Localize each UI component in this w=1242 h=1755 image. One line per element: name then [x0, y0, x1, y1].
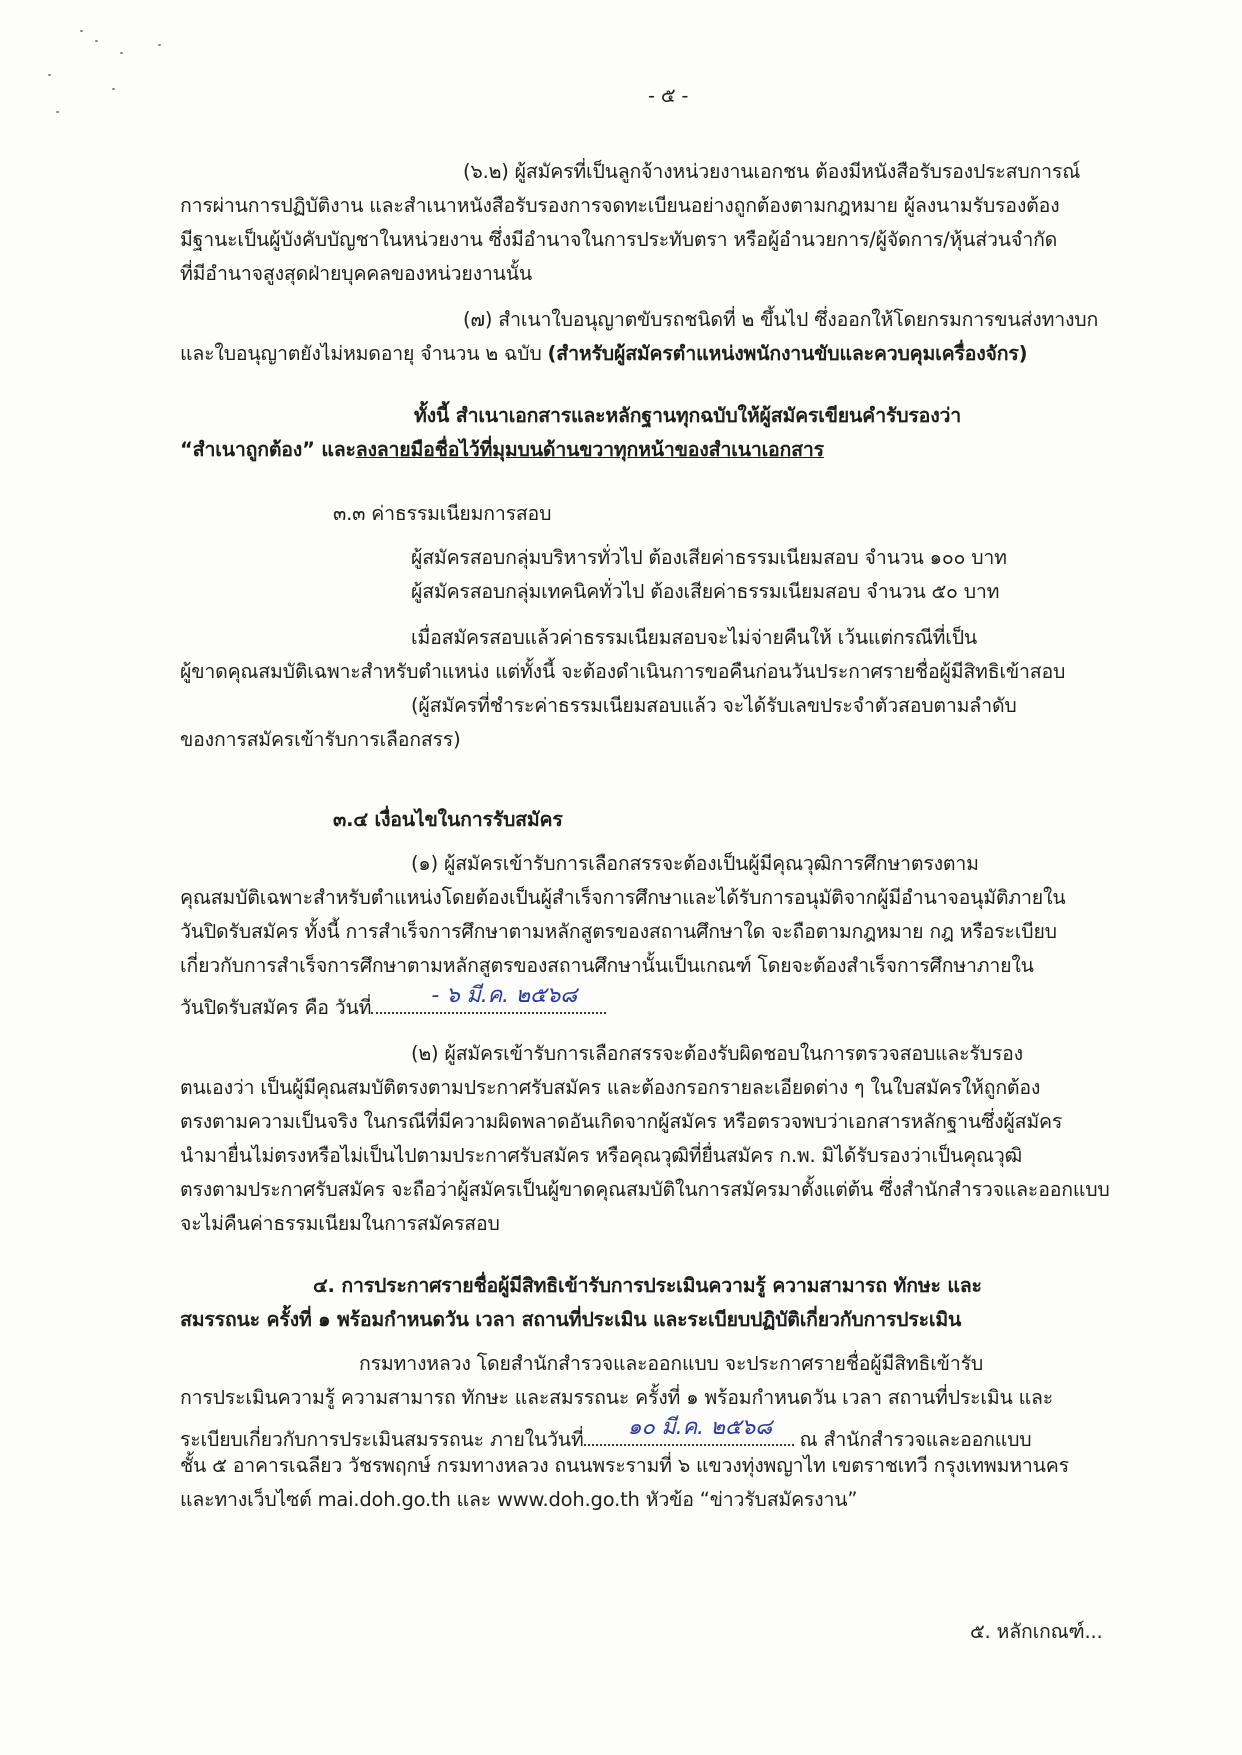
section-4-line-4: ชั้น ๕ อาคารเฉลียว วัชรพฤกษ์ กรมทางหลวง ถนนพระรามที่ ๖ แขวงทุ่งพญาไท เขตราชเทวี กรุงเทพมหานคร	[180, 1454, 1069, 1477]
section-3-4-heading: ๓.๔ เงื่อนไขในการรับสมัคร	[333, 808, 563, 831]
clause-6-2-line-4: ที่มีอำนาจสูงสุดฝ่ายบุคคลของหน่วยงานนั้น	[180, 262, 533, 285]
fee-technical-group: ผู้สมัครสอบกลุ่มเทคนิคทั่วไป ต้องเสียค่าธรรมเนียมสอบ จำนวน ๕๐ บาท	[411, 580, 1000, 603]
section-4-heading-line-1: ๔. การประกาศรายชื่อผู้มีสิทธิเข้ารับการประเมินความรู้ ความสามารถ ทักษะ และ	[313, 1274, 982, 1297]
section-4-heading-line-2: สมรรถนะ ครั้งที่ ๑ พร้อมกำหนดวัน เวลา สถานที่ประเมิน และระเบียบปฏิบัติเกี่ยวกับการประเมิน	[180, 1308, 962, 1331]
refund-line-2: ผู้ขาดคุณสมบัติเฉพาะสำหรับตำแหน่ง แต่ทั้งนี้ จะต้องดำเนินการขอคืนก่อนวันประกาศรายชื่อผู้มีสิทธิเข้าสอบ	[180, 660, 1066, 683]
page-number: - ๕ -	[648, 84, 689, 107]
section-4-line-1: กรมทางหลวง โดยสำนักสำรวจและออกแบบ จะประกาศรายชื่อผู้มีสิทธิเข้ารับ	[359, 1352, 984, 1375]
certify-copy-phrase: “สำเนาถูกต้อง” และ	[180, 438, 356, 461]
condition-2-line-3: ตรงตามความเป็นจริง ในกรณีที่มีความผิดพลาดอันเกิดจากผู้สมัคร หรือตรวจพบว่าเอกสารหลักฐานซึ่งผู้สมัคร	[180, 1110, 1063, 1133]
certify-line-1: ทั้งนี้ สำเนาเอกสารและหลักฐานทุกฉบับให้ผู้สมัครเขียนคำรับรองว่า	[414, 404, 962, 427]
announce-date-label: ระเบียบเกี่ยวกับการประเมินสมรรถนะ ภายในวันที่	[180, 1428, 584, 1451]
clause-7-driver-note: (สำหรับผู้สมัครตำแหน่งพนักงานขับและควบคุมเครื่องจักร)	[547, 342, 1028, 365]
clause-6-2-line-2: การผ่านการปฏิบัติงาน และสำเนาหนังสือรับรองการจดทะเบียนอย่างถูกต้องตามกฎหมาย ผู้ลงนามรับรองต้อง	[180, 194, 1060, 217]
section-3-3-heading: ๓.๓ ค่าธรรมเนียมการสอบ	[333, 502, 552, 525]
closing-date-field	[371, 983, 606, 1014]
refund-line-1: เมื่อสมัครสอบแล้วค่าธรรมเนียมสอบจะไม่จ่ายคืนให้ เว้นแต่กรณีที่เป็น	[411, 626, 978, 649]
condition-1-line-4: เกี่ยวกับการสำเร็จการศึกษาตามหลักสูตรของสถานศึกษานั้นเป็นเกณฑ์ โดยจะต้องสำเร็จการศึกษาภายใน	[180, 954, 1034, 977]
clause-7-line-2	[180, 340, 1027, 368]
condition-2-line-1: (๒) ผู้สมัครเข้ารับการเลือกสรรจะต้องรับผิดชอบในการตรวจสอบและรับรอง	[411, 1042, 1023, 1065]
condition-1-line-2: คุณสมบัติเฉพาะสำหรับตำแหน่งโดยต้องเป็นผู้สำเร็จการศึกษาและได้รับการอนุมัติจากผู้มีอำนาจอนุมัติภายใน	[180, 886, 1066, 909]
certify-line-2	[180, 436, 824, 464]
exam-number-line-2: ของการสมัครเข้ารับการเลือกสรร)	[180, 728, 461, 751]
fee-admin-group: ผู้สมัครสอบกลุ่มบริหารทั่วไป ต้องเสียค่าธรรมเนียมสอบ จำนวน ๑๐๐ บาท	[411, 546, 1007, 569]
clause-6-2-line-3: มีฐานะเป็นผู้บังคับบัญชาในหน่วยงาน ซึ่งมีอำนาจในการประทับตรา หรือผู้อำนวยการ/ผู้จัดการ/หุ้นส่วนจำกัด	[180, 228, 1058, 251]
section-4-line-3	[180, 1415, 1032, 1454]
clause-6-2-line-1: (๖.๒) ผู้สมัครที่เป็นลูกจ้างหน่วยงานเอกชน ต้องมีหนังสือรับรองประสบการณ์	[463, 160, 1081, 183]
section-4-line-2: การประเมินความรู้ ความสามารถ ทักษะ และสมรรถนะ ครั้งที่ ๑ พร้อมกำหนดวัน เวลา สถานที่ประเมิน และ	[180, 1386, 1054, 1409]
condition-1-line-1: (๑) ผู้สมัครเข้ารับการเลือกสรรจะต้องเป็นผู้มีคุณวุฒิการศึกษาตรงตาม	[411, 852, 979, 875]
condition-2-line-4: นำมายื่นไม่ตรงหรือไม่เป็นไปตามประกาศรับสมัคร หรือคุณวุฒิที่ยื่นสมัคร ก.พ. มิได้รับรองว่าเป็นคุณวุฒิ	[180, 1144, 1023, 1167]
condition-2-line-5: ตรงตามประกาศรับสมัคร จะถือว่าผู้สมัครเป็นผู้ขาดคุณสมบัติในการสมัครมาตั้งแต่ต้น ซึ่งสำนักสำรวจและออกแบบ	[180, 1178, 1110, 1201]
clause-7-line-1: (๗) สำเนาใบอนุญาตขับรถชนิดที่ ๒ ขึ้นไป ซึ่งออกให้โดยกรมการขนส่งทางบก	[463, 308, 1099, 331]
announce-date-handwritten: ๑๐ มี.ค. ๒๕๖๘	[627, 1415, 772, 1440]
announce-date-field	[584, 1415, 794, 1446]
certify-sign-instruction: ลงลายมือชื่อไว้ที่มุมบนด้านขวาทุกหน้าของสำเนาเอกสาร	[355, 438, 824, 461]
section-4-line-5: และทางเว็บไซต์ mai.doh.go.th และ www.doh.go.th หัวข้อ “ข่าวรับสมัครงาน”	[180, 1488, 858, 1511]
condition-2-line-6: จะไม่คืนค่าธรรมเนียมในการสมัครสอบ	[180, 1212, 500, 1235]
announce-location: ณ สำนักสำรวจและออกแบบ	[793, 1428, 1032, 1451]
condition-1-line-3: วันปิดรับสมัคร ทั้งนี้ การสำเร็จการศึกษาตามหลักสูตรของสถานศึกษาใด จะถือตามกฎหมาย กฎ หรือระเบียบ	[180, 920, 1057, 943]
condition-1-line-5	[180, 983, 606, 1022]
clause-7-line-2-text: และใบอนุญาตยังไม่หมดอายุ จำนวน ๒ ฉบับ	[180, 342, 548, 365]
closing-date-label: วันปิดรับสมัคร คือ วันที่	[180, 996, 372, 1019]
next-page-catchword: ๕. หลักเกณฑ์...	[970, 1620, 1103, 1643]
condition-2-line-2: ตนเองว่า เป็นผู้มีคุณสมบัติตรงตามประกาศรับสมัคร และต้องกรอกรายละเอียดต่าง ๆ ในใบสมัครให้ถูกต้อง	[180, 1076, 1041, 1099]
closing-date-handwritten: - ๖ มี.ค. ๒๕๖๘	[431, 983, 577, 1008]
exam-number-line-1: (ผู้สมัครที่ชำระค่าธรรมเนียมสอบแล้ว จะได้รับเลขประจำตัวสอบตามลำดับ	[411, 694, 1017, 717]
